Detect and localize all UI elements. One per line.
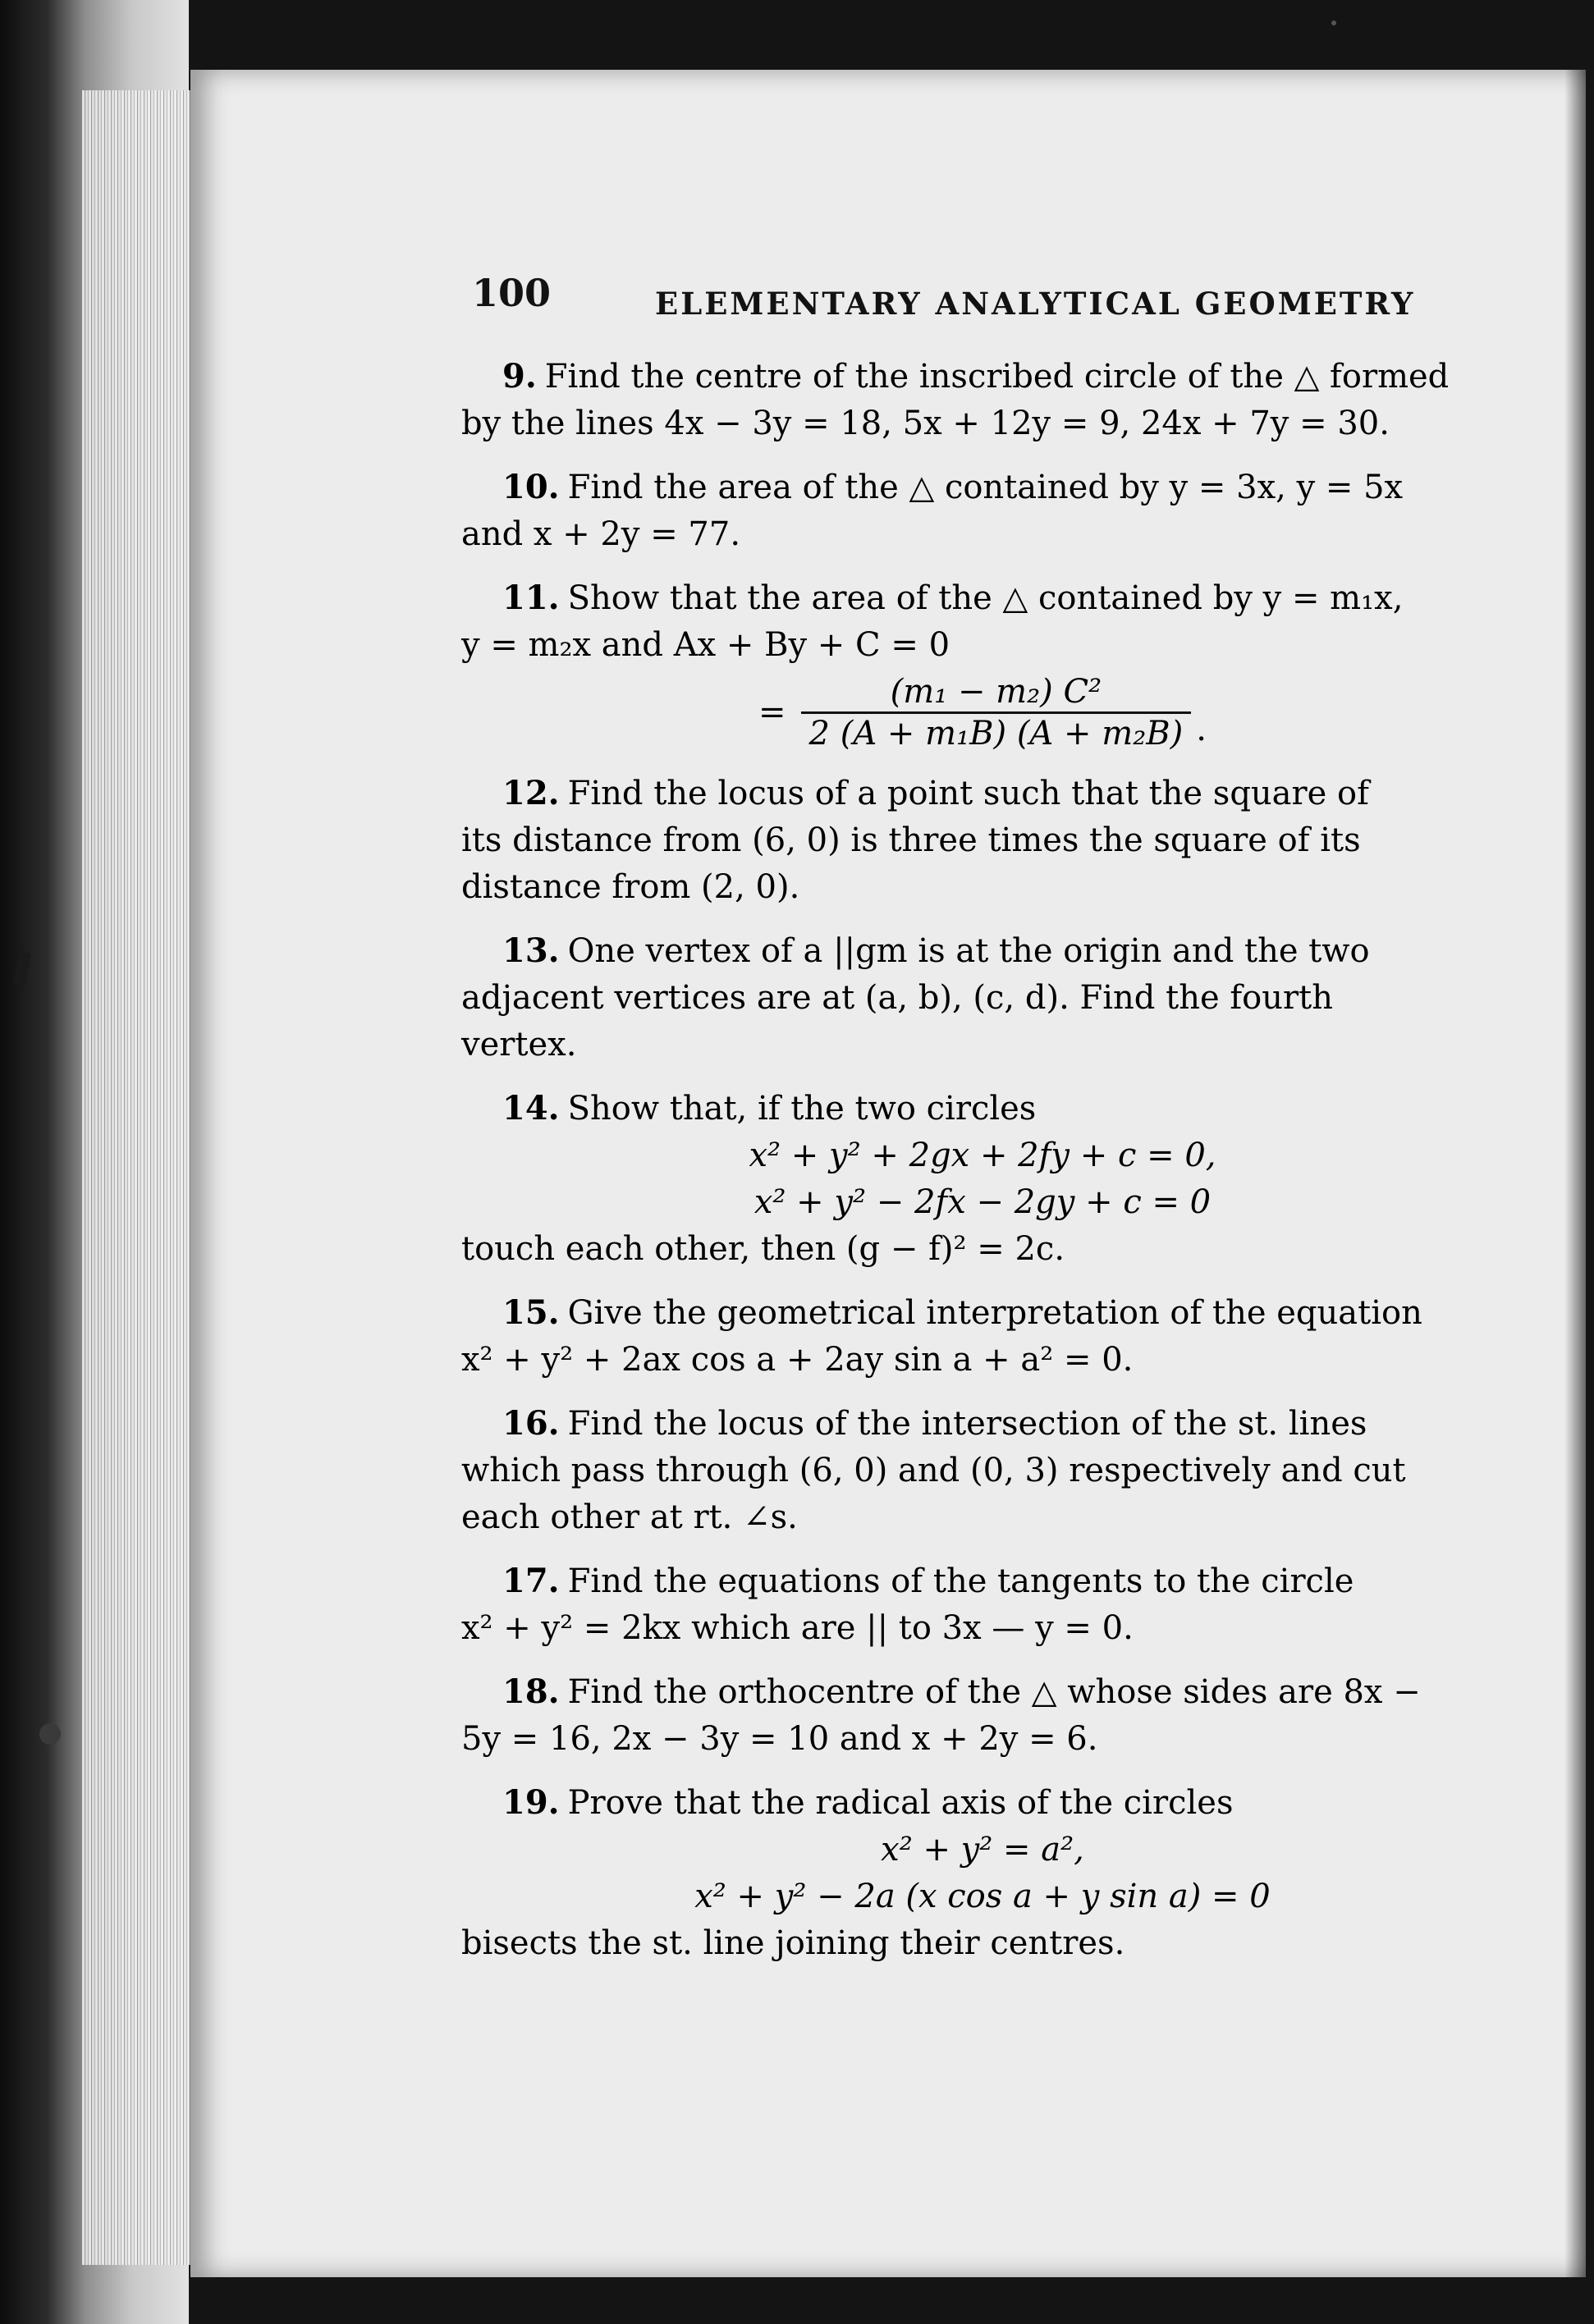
equation: x² + y² − 2a (x cos a + y sin a) = 0: [694, 1878, 1271, 1915]
problem-text: Find the centre of the inscribed circle of the △ formed: [544, 358, 1450, 396]
fraction: [801, 672, 1192, 753]
problem-text: its distance from (6, 0) is three times the square of its: [461, 821, 1361, 859]
problem-17: [461, 1558, 1504, 1652]
problem-text: Find the locus of a point such that the square of: [567, 775, 1369, 812]
problem-list: [461, 353, 1504, 1983]
page-edges: [82, 90, 197, 2265]
fraction-numerator: (m₁ − m₂) C²: [890, 673, 1102, 711]
problem-text: which pass through (6, 0) and (0, 3) respectively and cut: [461, 1452, 1406, 1489]
equation-block: [461, 1827, 1504, 1920]
problem-text: Find the locus of the intersection of the st. lines: [567, 1405, 1367, 1443]
problem-text: Show that the area of the △ contained by y = m₁x,: [567, 579, 1404, 617]
running-title: ELEMENTARY ANALYTICAL GEOMETRY: [655, 286, 1416, 322]
problem-14: [461, 1085, 1504, 1273]
problem-number: 18.: [502, 1672, 560, 1711]
problem-11: [461, 574, 1504, 753]
problem-text: x² + y² + 2ax cos a + 2ay sin a + a² = 0.: [461, 1341, 1134, 1379]
problem-text: by the lines 4x − 3y = 18, 5x + 12y = 9, 24x + 7y = 30.: [461, 405, 1390, 442]
fraction-period: .: [1196, 711, 1207, 748]
problem-19: [461, 1779, 1504, 1967]
problem-18: [461, 1668, 1504, 1763]
problem-text: x² + y² = 2kx which are || to 3x — y = 0.: [461, 1609, 1134, 1647]
equation: x² + y² + 2gx + 2fy + c = 0,: [749, 1137, 1216, 1174]
equals-sign: =: [758, 693, 786, 731]
problem-text: vertex.: [461, 1026, 577, 1064]
problem-text: Prove that the radical axis of the circles: [567, 1784, 1234, 1822]
problem-text: distance from (2, 0).: [461, 868, 800, 906]
problem-text: Find the area of the △ contained by y = 3x, y = 5x: [567, 469, 1404, 506]
problem-text: touch each other, then (g − f)² = 2c.: [461, 1230, 1065, 1268]
problem-text: Give the geometrical interpretation of the equation: [567, 1294, 1422, 1332]
problem-text: adjacent vertices are at (a, b), (c, d). Find the fourth: [461, 979, 1333, 1017]
problem-number: 14.: [502, 1089, 560, 1128]
problem-number: 13.: [502, 931, 560, 970]
problem-13: [461, 927, 1504, 1068]
problem-text: y = m₂x and Ax + By + C = 0: [461, 626, 950, 664]
problem-10: [461, 464, 1504, 558]
problem-text: Show that, if the two circles: [567, 1090, 1037, 1128]
equation: x² + y² = a²,: [881, 1831, 1084, 1869]
area-formula: [461, 672, 1504, 753]
scan-artifact: [39, 1723, 61, 1745]
problem-number: 19.: [502, 1783, 560, 1822]
problem-text: Find the equations of the tangents to the circle: [567, 1562, 1354, 1600]
problem-number: 11.: [502, 579, 560, 617]
problem-number: 10.: [502, 468, 560, 506]
page-speck: [1331, 21, 1336, 25]
problem-text: Find the orthocentre of the △ whose sides are 8x −: [567, 1673, 1421, 1711]
equation: x² + y² − 2fx − 2gy + c = 0: [753, 1183, 1212, 1221]
equation-block: [461, 1132, 1504, 1226]
problem-number: 9.: [502, 357, 537, 396]
problem-number: 15.: [502, 1293, 560, 1332]
problem-text: 5y = 16, 2x − 3y = 10 and x + 2y = 6.: [461, 1720, 1098, 1758]
problem-12: [461, 770, 1504, 911]
page-shadow: [1564, 70, 1586, 2277]
fraction-denominator: 2 (A + m₁B) (A + m₂B): [808, 715, 1184, 753]
problem-text: each other at rt. ∠s.: [461, 1498, 798, 1536]
problem-number: 17.: [502, 1562, 560, 1600]
problem-9: [461, 353, 1504, 447]
problem-text: and x + 2y = 77.: [461, 515, 741, 553]
page-header: [271, 205, 1502, 295]
problem-15: [461, 1289, 1504, 1384]
problem-text: One vertex of a ||gm is at the origin and the two: [567, 932, 1370, 970]
problem-text: bisects the st. line joining their centres.: [461, 1924, 1125, 1962]
problem-number: 16.: [502, 1404, 560, 1443]
page-number: 100: [472, 271, 552, 315]
problem-16: [461, 1400, 1504, 1541]
problem-number: 12.: [502, 774, 560, 812]
